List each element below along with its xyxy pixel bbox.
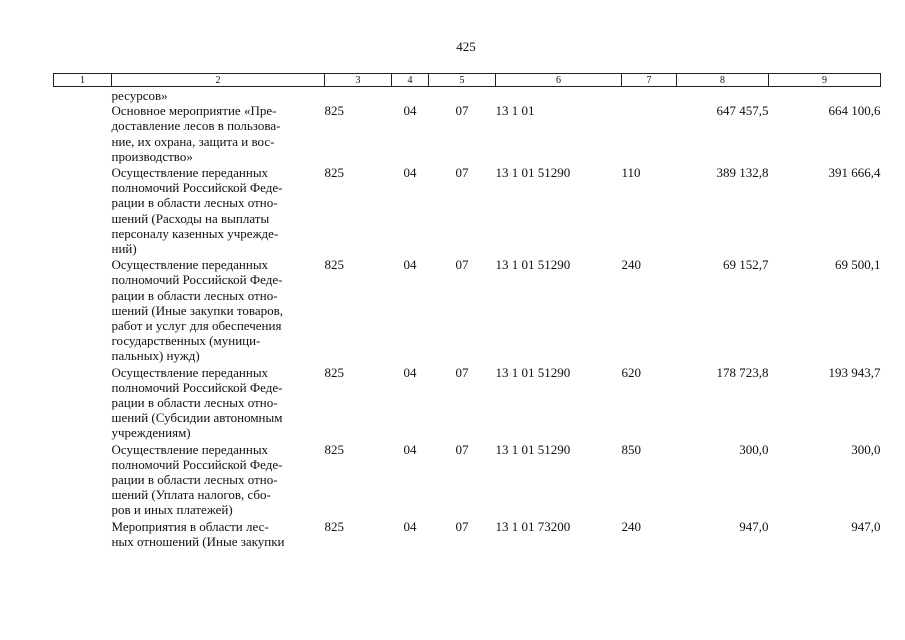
budget-table <box>53 73 881 550</box>
description-line: полномочий Российской Феде- <box>111 379 283 395</box>
row-expense-type: 240 <box>621 518 641 534</box>
description-line: рации в области лесных отно- <box>111 195 278 211</box>
row-code-3: 825 <box>324 441 344 457</box>
row-amount-8: 178 723,8 <box>716 364 769 380</box>
row-amount-9: 193 943,7 <box>828 364 881 380</box>
row-code-3: 825 <box>324 103 344 119</box>
row-col-1 <box>54 365 112 442</box>
table-row <box>54 519 881 550</box>
description-line: производство» <box>111 148 193 164</box>
row-subsection: 07 <box>455 103 469 119</box>
continuation-text: ресурсов» <box>111 88 168 103</box>
column-number-header <box>54 74 881 87</box>
row-code-3: 825 <box>324 518 344 534</box>
row-section: 04 <box>403 364 417 380</box>
column-header-2: 2 <box>112 74 325 87</box>
row-amount-8: 300,0 <box>739 441 769 457</box>
row-amount-9: 391 666,4 <box>828 165 881 181</box>
row-amount-9: 300,0 <box>851 441 881 457</box>
column-header-5: 5 <box>429 74 496 87</box>
row-amount-8: 389 132,8 <box>716 165 769 181</box>
description-line: шений (Уплата налогов, сбо- <box>111 487 271 503</box>
row-amount-9: 664 100,6 <box>828 103 881 119</box>
row-description <box>112 257 325 364</box>
row-target-article: 13 1 01 <box>495 103 535 119</box>
column-header-6: 6 <box>496 74 622 87</box>
row-code-3: 825 <box>324 364 344 380</box>
column-header-8: 8 <box>677 74 769 87</box>
row-section: 04 <box>403 257 417 273</box>
row-code-3: 825 <box>324 257 344 273</box>
description-line: полномочий Российской Феде- <box>111 180 283 196</box>
description-line: Осуществление переданных <box>111 364 269 380</box>
row-subsection: 07 <box>455 441 469 457</box>
description-line: Основное мероприятие «Пре- <box>111 103 277 119</box>
row-col-1 <box>54 442 112 519</box>
row-section: 04 <box>403 103 417 119</box>
row-expense-type: 240 <box>621 257 641 273</box>
row-col-1 <box>54 519 112 550</box>
column-header-3: 3 <box>325 74 392 87</box>
row-col-1 <box>54 165 112 257</box>
row-description <box>112 103 325 165</box>
column-header-1: 1 <box>54 74 112 87</box>
row-target-article: 13 1 01 51290 <box>495 257 571 273</box>
row-section: 04 <box>403 165 417 181</box>
description-line: рации в области лесных отно- <box>111 472 278 488</box>
column-header-7: 7 <box>622 74 677 87</box>
row-description <box>112 165 325 257</box>
description-line: рации в области лесных отно- <box>111 395 278 411</box>
row-expense-type <box>622 103 677 165</box>
row-expense-type: 850 <box>621 441 641 457</box>
description-line: ных отношений (Иные закупки <box>111 533 285 549</box>
row-target-article: 13 1 01 51290 <box>495 364 571 380</box>
row-code-3: 825 <box>324 165 344 181</box>
description-line: шений (Субсидии автономным <box>111 410 283 426</box>
description-line: полномочий Российской Феде- <box>111 272 283 288</box>
description-line: Осуществление переданных <box>111 441 269 457</box>
row-expense-type: 620 <box>621 364 641 380</box>
table-row <box>54 165 881 257</box>
row-subsection: 07 <box>455 518 469 534</box>
table-row <box>54 442 881 519</box>
row-amount-8: 647 457,5 <box>716 103 769 119</box>
description-line: шений (Иные закупки товаров, <box>111 302 283 318</box>
row-description <box>112 519 325 550</box>
row-target-article: 13 1 01 73200 <box>495 518 571 534</box>
row-description <box>112 442 325 519</box>
row-subsection: 07 <box>455 165 469 181</box>
page-number: 425 <box>456 39 476 54</box>
description-line: Мероприятия в области лес- <box>111 518 269 534</box>
description-line: Осуществление переданных <box>111 165 269 181</box>
description-line: учреждениям) <box>111 425 191 441</box>
description-line: государственных (муници- <box>111 333 261 349</box>
description-line: ров и иных платежей) <box>111 502 233 518</box>
description-line: ние, их охрана, защита и вос- <box>111 133 275 149</box>
description-line: пальных) нужд) <box>111 348 200 364</box>
row-col-1 <box>54 103 112 165</box>
description-line: работ и услуг для обеспечения <box>111 318 282 334</box>
row-amount-8: 69 152,7 <box>723 257 769 273</box>
row-amount-8: 947,0 <box>739 518 769 534</box>
description-line: доставление лесов в пользова- <box>111 118 281 134</box>
description-line: ний) <box>111 241 137 257</box>
column-header-4: 4 <box>392 74 429 87</box>
row-description <box>112 365 325 442</box>
continuation-row <box>54 87 881 104</box>
row-subsection: 07 <box>455 364 469 380</box>
row-amount-9: 69 500,1 <box>835 257 881 273</box>
table-row <box>54 257 881 364</box>
row-target-article: 13 1 01 51290 <box>495 441 571 457</box>
table-row <box>54 365 881 442</box>
row-target-article: 13 1 01 51290 <box>495 165 571 181</box>
description-line: Осуществление переданных <box>111 257 269 273</box>
table-row <box>54 103 881 165</box>
row-col-1 <box>54 257 112 364</box>
row-expense-type: 110 <box>621 165 641 181</box>
row-amount-9: 947,0 <box>851 518 881 534</box>
description-line: рации в области лесных отно- <box>111 287 278 303</box>
column-header-9: 9 <box>769 74 881 87</box>
description-line: персоналу казенных учрежде- <box>111 225 279 241</box>
description-line: полномочий Российской Феде- <box>111 456 283 472</box>
row-section: 04 <box>403 518 417 534</box>
row-section: 04 <box>403 441 417 457</box>
description-line: шений (Расходы на выплаты <box>111 210 270 226</box>
row-subsection: 07 <box>455 257 469 273</box>
